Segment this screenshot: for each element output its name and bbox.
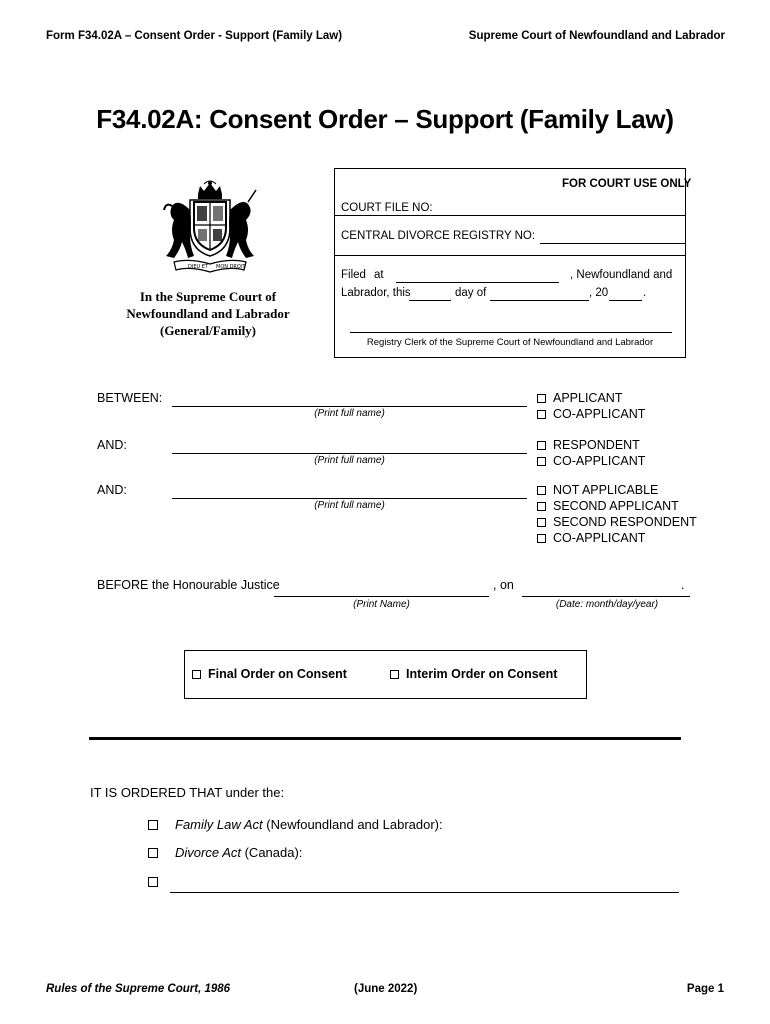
party-2-name-input[interactable] — [172, 441, 527, 454]
print-name-hint: (Print full name) — [314, 500, 385, 511]
checkbox[interactable] — [537, 441, 546, 450]
act-family-law[interactable] — [148, 817, 443, 832]
option-label: APPLICANT — [553, 391, 623, 405]
option-respondent[interactable] — [537, 437, 640, 453]
checkbox[interactable] — [537, 410, 546, 419]
other-act-input[interactable] — [170, 880, 679, 893]
clerk-signature-input[interactable] — [350, 320, 672, 333]
option-second-applicant[interactable] — [537, 498, 679, 514]
option-label: CO-APPLICANT — [553, 531, 646, 545]
newfoundland-text: , Newfoundland and — [570, 269, 673, 281]
checkbox[interactable] — [537, 502, 546, 511]
day-of-label: day of — [455, 287, 487, 299]
form-header-right: Supreme Court of Newfoundland and Labrador — [468, 30, 725, 42]
footer-left: Rules of the Supreme Court, 1986 — [46, 983, 231, 995]
option-label: CO-APPLICANT — [553, 407, 646, 421]
court-name — [108, 288, 308, 339]
period: . — [643, 287, 647, 299]
checkbox[interactable] — [148, 820, 158, 830]
divider — [334, 215, 686, 216]
checkbox[interactable] — [148, 877, 158, 887]
option-label: NOT APPLICABLE — [553, 483, 659, 497]
court-file-label: COURT FILE NO: — [341, 202, 433, 214]
period: . — [681, 578, 685, 592]
page-title: F34.02A: Consent Order – Support (Family Law) — [96, 104, 674, 134]
page-number: Page 1 — [686, 983, 724, 995]
checkbox[interactable] — [537, 534, 546, 543]
checkbox[interactable] — [537, 394, 546, 403]
interim-order-option[interactable] — [390, 667, 557, 681]
registry-label: CENTRAL DIVORCE REGISTRY NO: — [341, 230, 536, 242]
print-name-hint: (Print full name) — [314, 408, 385, 419]
court-use-heading: FOR COURT USE ONLY — [562, 178, 692, 190]
on-label: , on — [493, 578, 514, 592]
court-name-line: Newfoundland and Labrador — [126, 306, 290, 321]
before-justice-label: BEFORE the Honourable Justice — [97, 578, 280, 592]
act-other[interactable] — [148, 873, 165, 891]
day-input[interactable] — [409, 288, 451, 301]
at-label: at — [374, 269, 384, 281]
date-hint: (Date: month/day/year) — [555, 599, 659, 610]
option-second-respondent[interactable] — [537, 514, 697, 530]
act-divorce[interactable] — [148, 845, 302, 860]
divider — [334, 255, 686, 256]
clerk-caption: Registry Clerk of the Supreme Court of Newfoundland and Labrador — [366, 337, 654, 348]
act-jurisdiction: (Canada): — [240, 845, 303, 860]
filed-label: Filed — [341, 269, 366, 281]
checkbox[interactable] — [192, 670, 201, 679]
option-label: SECOND RESPONDENT — [553, 515, 697, 529]
and-label: AND: — [97, 483, 127, 497]
checkbox[interactable] — [537, 518, 546, 527]
checkbox[interactable] — [537, 486, 546, 495]
and-label: AND: — [97, 438, 127, 452]
between-label: BETWEEN: — [97, 391, 163, 405]
act-name: Family Law Act — [175, 817, 263, 832]
option-not-applicable[interactable] — [537, 482, 658, 498]
print-name-hint: (Print full name) — [314, 455, 385, 466]
motto-left: DIEU ET — [188, 264, 208, 270]
print-name-hint: (Print Name) — [353, 599, 410, 610]
registry-input[interactable] — [540, 231, 686, 244]
checkbox[interactable] — [537, 457, 546, 466]
option-label: RESPONDENT — [553, 438, 640, 452]
checkbox[interactable] — [148, 848, 158, 858]
year-prefix: , 20 — [589, 287, 609, 299]
ordered-intro: IT IS ORDERED THAT under the: — [90, 785, 285, 800]
footer-center: (June 2022) — [354, 983, 418, 995]
option-label: SECOND APPLICANT — [553, 499, 679, 513]
option-co-applicant[interactable] — [537, 453, 645, 469]
motto-right: MON DROIT — [216, 264, 246, 270]
party-3-name-input[interactable] — [172, 486, 527, 499]
month-input[interactable] — [490, 288, 589, 301]
court-name-line: In the Supreme Court of — [139, 289, 277, 304]
royal-coat-of-arms-icon — [160, 180, 260, 276]
option-applicant[interactable] — [537, 390, 622, 406]
act-jurisdiction: (Newfoundland and Labrador): — [262, 817, 443, 832]
checkbox[interactable] — [390, 670, 399, 679]
section-divider — [89, 737, 681, 740]
option-label: CO-APPLICANT — [553, 454, 646, 468]
option-co-applicant[interactable] — [537, 530, 645, 546]
option-label: Interim Order on Consent — [406, 667, 558, 681]
form-header-left: Form F34.02A – Consent Order - Support (Family Law) — [46, 30, 343, 42]
party-1-name-input[interactable] — [172, 394, 527, 407]
labrador-this-label: Labrador, this — [341, 287, 411, 299]
option-label: Final Order on Consent — [208, 667, 347, 681]
act-name: Divorce Act — [175, 845, 241, 860]
final-order-option[interactable] — [192, 667, 347, 681]
court-name-line: (General/Family) — [159, 323, 257, 338]
order-date-input[interactable] — [522, 584, 690, 597]
option-co-applicant[interactable] — [537, 406, 645, 422]
filed-at-input[interactable] — [396, 270, 559, 283]
justice-name-input[interactable] — [274, 584, 489, 597]
year-input[interactable] — [609, 288, 642, 301]
